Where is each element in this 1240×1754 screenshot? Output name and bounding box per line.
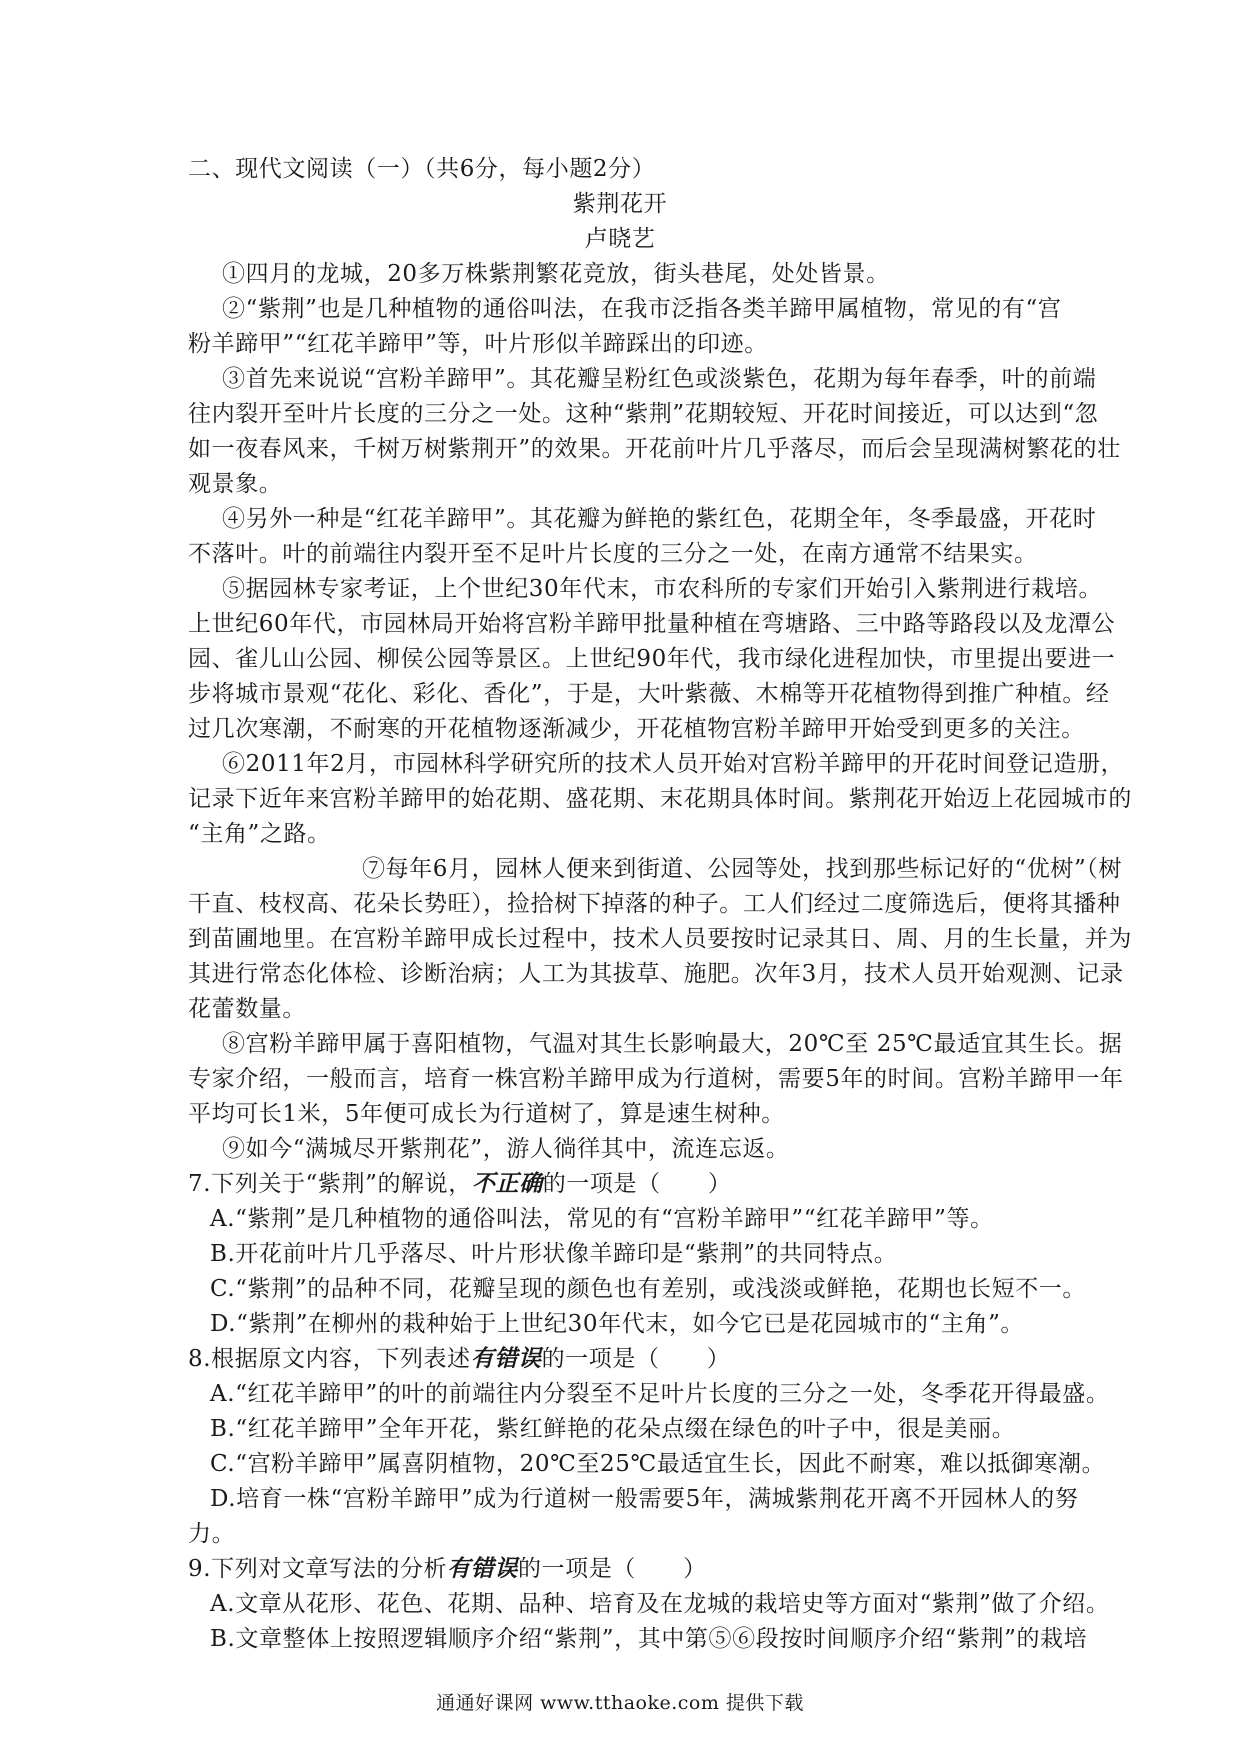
paragraph-3-line-3: 如一夜春风来，千树万树紫荆开”的效果。开花前叶片几乎落尽，而后会呈现满树繁花的壮	[188, 436, 1121, 462]
paragraph-6-line-3: “主角”之路。	[188, 821, 331, 847]
question-8-emphasis: 有错误	[470, 1345, 542, 1372]
paragraph-7-line-2: 干直、枝杈高、花朵长势旺），捡拾树下掉落的种子。工人们经过二度筛选后，便将其播种	[188, 891, 1121, 917]
paragraph-5-line-3: 园、雀儿山公园、柳侯公园等景区。上世纪90年代，我市绿化进程加快，市里提出要进一	[188, 646, 1116, 672]
question-8-stem-pre: 8.根据原文内容，下列表述	[188, 1346, 471, 1372]
page-footer: 通通好课网 www.tthaoke.com 提供下载	[436, 1692, 804, 1714]
question-7-emphasis: 不正确	[471, 1170, 543, 1197]
question-8-stem	[188, 1342, 730, 1376]
paragraph-8-line-2: 专家介绍，一般而言，培育一株宫粉羊蹄甲成为行道树，需要5年的时间。宫粉羊蹄甲一年	[188, 1066, 1124, 1092]
question-7-stem-pre: 7.下列关于“紫荆”的解说，	[188, 1171, 472, 1197]
question-9-stem-post: 的一项是（ ）	[517, 1556, 707, 1582]
paragraph-5-line-4: 步将城市景观“花化、彩化、香化”，于是，大叶紫薇、木棉等开花植物得到推广种植。经	[188, 681, 1110, 707]
paragraph-8-line-1: ⑧宫粉羊蹄甲属于喜阳植物，气温对其生长影响最大，20℃至 25℃最适宜其生长。据	[222, 1031, 1123, 1057]
paragraph-5-line-5: 过几次寒潮，不耐寒的开花植物逐渐减少，开花植物宫粉羊蹄甲开始受到更多的关注。	[188, 716, 1085, 742]
paragraph-3-line-2: 往内裂开至叶片长度的三分之一处。这种“紫荆”花期较短、开花时间接近，可以达到“忽	[188, 401, 1099, 427]
paragraph-9-line-1: ⑨如今“满城尽开紫荆花”，游人徜徉其中，流连忘返。	[222, 1136, 790, 1162]
paragraph-7-line-5: 花蕾数量。	[188, 996, 306, 1022]
question-7-stem-post: 的一项是（ ）	[542, 1171, 732, 1197]
paragraph-7-line-1: ⑦每年6月，园林人便来到街道、公园等处，找到那些标记好的“优树”（树	[362, 856, 1123, 882]
question-9-stem-pre: 9.下列对文章写法的分析	[188, 1556, 448, 1582]
question-8-option-b: B.“红花羊蹄甲”全年开花，紫红鲜艳的花朵点缀在绿色的叶子中，很是美丽。	[210, 1416, 1016, 1442]
question-7-option-c: C.“紫荆”的品种不同，花瓣呈现的颜色也有差别，或浅淡或鲜艳，花期也长短不一。	[210, 1276, 1087, 1302]
question-7-option-d: D.“紫荆”在柳州的栽种始于上世纪30年代末，如今它已是花园城市的“主角”。	[210, 1311, 1025, 1337]
paragraph-7-line-4: 其进行常态化体检、诊断治病；人工为其拔草、施肥。次年3月，技术人员开始观测、记录	[188, 961, 1124, 987]
paragraph-4-line-1: ④另外一种是“红花羊蹄甲”。其花瓣为鲜艳的紫红色，花期全年，冬季最盛，开花时	[222, 506, 1097, 532]
article-author: 卢晓艺	[584, 226, 656, 252]
paragraph-2-line-2: 粉羊蹄甲”“红花羊蹄甲”等，叶片形似羊蹄踩出的印迹。	[188, 331, 768, 357]
paragraph-5-line-1: ⑤据园林专家考证，上个世纪30年代末，市农科所的专家们开始引入紫荆进行栽培。	[222, 576, 1103, 602]
question-9-stem	[188, 1552, 707, 1586]
question-8-option-d: D.培育一株“宫粉羊蹄甲”成为行道树一般需要5年，满城紫荆花开离不开园林人的努	[210, 1486, 1079, 1512]
question-7-option-b: B.开花前叶片几乎落尽、叶片形状像羊蹄印是“紫荆”的共同特点。	[210, 1241, 898, 1267]
paragraph-6-line-2: 记录下近年来宫粉羊蹄甲的始花期、盛花期、末花期具体时间。紫荆花开始迈上花园城市的	[188, 786, 1132, 812]
question-9-option-a: A.文章从花形、花色、花期、品种、培育及在龙城的栽培史等方面对“紫荆”做了介绍。	[210, 1591, 1110, 1617]
question-7-option-a: A.“紫荆”是几种植物的通俗叫法，常见的有“宫粉羊蹄甲”“红花羊蹄甲”等。	[210, 1206, 994, 1232]
question-8-option-c: C.“宫粉羊蹄甲”属喜阴植物，20℃至25℃最适宜生长，因此不耐寒，难以抵御寒潮。	[210, 1451, 1106, 1477]
question-8-stem-post: 的一项是（ ）	[541, 1346, 731, 1372]
paragraph-4-line-2: 不落叶。叶的前端往内裂开至不足叶片长度的三分之一处，在南方通常不结果实。	[188, 541, 1038, 567]
article-title: 紫荆花开	[572, 191, 668, 217]
paragraph-3-line-4: 观景象。	[188, 471, 283, 497]
paragraph-2-line-1: ②“紫荆”也是几种植物的通俗叫法，在我市泛指各类羊蹄甲属植物，常见的有“宫	[222, 296, 1062, 322]
section-title: 二、现代文阅读（一）（共6分，每小题2分）	[188, 156, 656, 182]
question-8-option-d-continued: 力。	[188, 1521, 236, 1547]
question-9-option-b: B.文章整体上按照逻辑顺序介绍“紫荆”，其中第⑤⑥段按时间顺序介绍“紫荆”的栽培	[210, 1626, 1088, 1652]
question-8-option-a: A.“红花羊蹄甲”的叶的前端往内分裂至不足叶片长度的三分之一处，冬季花开得最盛。	[210, 1381, 1110, 1407]
paragraph-6-line-1: ⑥2011年2月，市园林科学研究所的技术人员开始对宫粉羊蹄甲的开花时间登记造册，	[222, 751, 1125, 777]
paragraph-5-line-2: 上世纪60年代，市园林局开始将宫粉羊蹄甲批量种植在弯塘路、三中路等路段以及龙潭公	[188, 611, 1116, 637]
paragraph-1-line-1: ①四月的龙城，20多万株紫荆繁花竞放，街头巷尾，处处皆景。	[222, 261, 890, 287]
paragraph-7-line-3: 到苗圃地里。在宫粉羊蹄甲成长过程中，技术人员要按时记录其日、周、月的生长量，并为	[188, 926, 1132, 952]
paragraph-3-line-1: ③首先来说说“宫粉羊蹄甲”。其花瓣呈粉红色或淡紫色，花期为每年春季，叶的前端	[222, 366, 1097, 392]
question-7-stem	[188, 1167, 732, 1201]
question-9-emphasis: 有错误	[447, 1555, 518, 1582]
paragraph-8-line-3: 平均可长1米，5年便可成长为行道树了，算是速生树种。	[188, 1101, 785, 1127]
